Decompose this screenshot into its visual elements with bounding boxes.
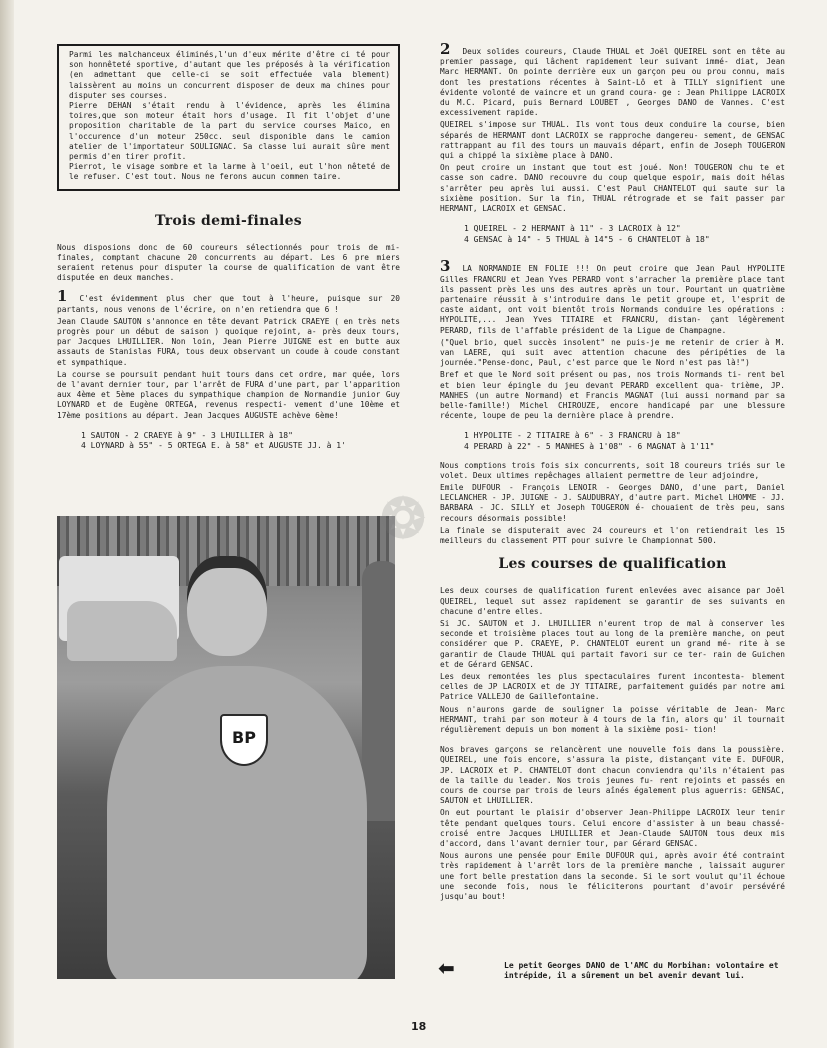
semifinal-2-number: 2 <box>440 40 451 58</box>
semifinal-3-paragraph-3: Bref et que le Nord soit présent ou pas, nos trois Normands ti- rent bel et bien leur épingle du jeu devant PERARD excellent qua- trième, JP. MANHES (un autre Normand) et Francis MAGNAT (lui aussi normand par sa belle-famille!) Michel CHIROUZE, encore handicapé par une blessure récente, loupe de peu la dernière place à prendre. <box>440 370 785 421</box>
box-paragraph-2: Pierre DEHAN s'était rendu à l'évidence, après les élimina toires,que son moteur était hors d'usage. Il fit l'objet d'une proposition charitable de la part du service courses Maico, en l'occurence d'un moteur 250cc. seul disponible dans le camion atelier de l'importateur SOULIGNAC. Sa classe lui aurait sûre ment permis d'en tirer profit. <box>69 101 390 162</box>
semifinal-3-paragraph-2: ("Quel brio, quel succès insolent" ne puis-je me retenir de crier à M. van LAERE, qui suit avec attention chacune des péripéties de la journée."Pense-donc, Paul, c'est parce que le Nord n'est pas là!") <box>440 337 785 368</box>
qualification-paragraph-7: Nous aurons une pensée pour Emile DUFOUR qui, après avoir été contraint très rapidement à l'arrêt lors de la première manche , laissait augurer une fort belle prestation dans la seconde. Si le sort voulut qu'il échoue une seconde fois, nous le féliciterons pourtant d'avoir persévéré jusqu'au bout! <box>440 851 785 901</box>
qualification-paragraph-1: Les deux courses de qualification furent enlevées avec aisance par Joël QUEIREL, lequel sut assez rapidement se garantir de ses suivants en chacune d'entre elles. <box>440 586 785 616</box>
qualification-paragraph-2: Si JC. SAUTON et J. LHUILLIER n'eurent trop de mal à conserver les seconde et troisième places tout au long de la première manche, on peut considérer que P. CRAEYE, P. CHANTELOT eurent un grand mé- rite à se garantir de Claude THUAL qui partait favori sur ce ter- rain de Guichen et de Gérard GENSAC. <box>440 618 785 669</box>
repechage-paragraph-2: Emile DUFOUR - François LENOIR - Georges DANO, d'une part, Daniel LECLANCHER - JP. JUIGNE - J. SAUDUBRAY, d'autre part. Michel LHOMME - JJ. BARBARA - JC. SILLY et Joseph TOUGERON é- chouaient de très peu, sans recours désormais possible! <box>440 483 785 523</box>
semifinal-2-paragraph-1: 2 Deux solides coureurs, Claude THUAL et Joël QUEIREL sont en tête au premier passage, qui lâchent rapidement leur suivant immé- diat, Jean Marc HERMANT. On pointe derrière eux un garçon peu ou prou connu, mais dont les prestations récentes à Saint-Lô et à TILLY signifient une évidente volonté de vaincre et un grand coura- ge : Jean Philippe LACROIX du M.C. Picard, puis Bernard LOUBET , Georges DANO de Vannes. C'est excessivement rapide. <box>440 40 785 118</box>
qualification-paragraph-3: Les deux remontées les plus spectaculaires furent incontesta- blement celles de JP LACROIX et de JY TITAIRE, parfaitement guidés par notre ami Patrice VALLEJO de Gaillefontaine. <box>440 671 785 702</box>
arrow-left-icon: ⬅ <box>438 956 455 980</box>
semifinals-intro: Nous disposions donc de 60 coureurs sélectionnés pour trois de mi-finales, comptant chacune 20 concurrents au départ. Les 6 pre miers seraient retenus pour disputer la course de qualification de vant être disputée en deux manches. <box>57 242 400 283</box>
page-edge <box>0 0 14 1048</box>
page-number: 18 <box>411 1020 427 1033</box>
photo-bystander <box>362 561 395 821</box>
repechage-paragraph-1: Nous comptions trois fois six concurrents, soit 18 coureurs triés sur le volet. Deux ultimes repêchages allaient permettre de leur adjoindre, <box>440 460 785 480</box>
semifinal-2-paragraph-2: QUEIREL s'impose sur THUAL. Ils vont tous deux conduire la course, bien séparés de HERMANT dont LACROIX se rapproche dangereu- sement, de GENSAC rattrappant au fil des tours un mauvais départ, enfin de Joseph TOUGERON qui a chippé la sixième place à DANO. <box>440 120 785 161</box>
semifinal-3-paragraph-1: 3 LA NORMANDIE EN FOLIE !!! On peut croire que Jean Paul HYPOLITE Gilles FRANCRU et Jean Yves PERARD vont s'arracher la première place tant ils passent près les uns des autres après un tour. Pourtant un quatrième partenaire réussit à s'introduire dans le petit groupe et, l'esprit de caste aidant, ont voit bientôt trois Normands conduire les opérations : HYPOLITE,... Jean Yves TITAIRE et FRANCRU, distan- çant légèrement PERARD, fils de l'affable président de la Ligue de Champagne. <box>440 257 785 335</box>
photo-rider-torso <box>107 666 367 979</box>
photo-rider-head <box>187 556 267 656</box>
bp-logo: BP <box>220 714 268 766</box>
repechage-paragraph-3: La finale se disputerait avec 24 coureurs et l'on retiendrait les 15 meilleurs du classement PTT pour suivre le Championnat 500. <box>440 525 785 546</box>
box-paragraph-3: Pierrot, le visage sombre et la larme à l'oeil, eut l'hon nêteté de le refuser. C'est tout. Nous ne ferons aucun commen taire. <box>69 162 390 182</box>
semifinal-2-results-line-2: 4 GENSAC à 14" - 5 THUAL à 14"5 - 6 CHANTELOT à 18" <box>464 234 710 244</box>
semifinals-heading: Trois demi-finales <box>155 212 302 229</box>
right-column <box>440 40 785 904</box>
qualification-paragraph-6: On eut pourtant le plaisir d'observer Jean-Philippe LACROIX leur tenir tête pendant quelques tours. Celui encore d'assister à un beau chassé-croisé entre Jacques LHUILLIER et Jean-Claude SAUTON tous deux mis d'accord, dans l'avant dernier tour, par Gérard GENSAC. <box>440 808 785 848</box>
semifinal-1-paragraph-2: Jean Claude SAUTON s'annonce en tête devant Patrick CRAEYE ( en très nets progrès pour un début de saison ) quoique rejoint, a- près deux tours, par Jacques LHUILLIER. Non loin, Jean Pierre JUIGNE est en butte aux assauts de Stanislas FURA, tous deux observant un coude à coude constant et sympathique. <box>57 316 400 367</box>
watermark: ❂ <box>380 486 426 550</box>
qualification-heading: Les courses de qualification <box>498 556 727 573</box>
photo-car <box>67 601 177 661</box>
semifinal-3-results-line-2: 4 PERARD à 22" - 5 MANHES à 1'08" - 6 MAGNAT à 1'11" <box>464 442 715 452</box>
semifinal-2-results-line-1: 1 QUEIREL - 2 HERMANT à 11" - 3 LACROIX à 12" <box>464 224 681 234</box>
semifinal-1-results-line-1: 1 SAUTON - 2 CRAEYE à 9" - 3 LHUILLIER à 18" <box>81 430 293 440</box>
semifinal-1-results-line-2: 4 LOYNARD à 55" - 5 ORTEGA E. à 58" et AUGUSTE JJ. à 1' <box>81 441 346 451</box>
box-paragraph-1: Parmi les malchanceux éliminés,l'un d'eux mérite d'être ci té pour son honnêteté sportive, d'autant que les préposés à la vérification (en admettant que celle-ci se soit effectuée vala blement) laissèrent au moins un concurrent disposer de deux ma chines pour disputer ses courses. <box>69 50 390 100</box>
semifinal-2-paragraph-3: On peut croire un instant que tout est joué. Non! TOUGERON chu te et casse son cadre. DANO recouvre du coup quelque espoir, mais doit hélas s'arrêter peu après lui aussi. C'est Paul CHANTELOT qui saute sur la sixième position. Sur la fin, THUAL rétrograde et se fait passer par HERMANT, LACROIX et GENSAC. <box>440 163 785 214</box>
left-column <box>57 44 400 452</box>
semifinal-3-number: 3 <box>440 257 451 276</box>
caption-text: Le petit Georges DANO de l'AMC du Morbihan: volontaire et intrépide, il a sûrement un bel avenir devant lui. <box>504 961 779 981</box>
dehan-box <box>57 44 400 191</box>
semifinal-1-paragraph-1: 1 C'est évidemment plus cher que tout à l'heure, puisque sur 20 partants, nous venons de l'écrire, on n'en retiendra que 6 ! <box>57 287 400 314</box>
qualification-paragraph-4: Nous n'aurons garde de souligner la poisse véritable de Jean- Marc HERMANT, trahi par son moteur à 4 tours de la fin, alors qu' il tournait régulièrement depuis un bon moment à la sixième posi- tion! <box>440 704 785 734</box>
semifinal-1-paragraph-3: La course se poursuit pendant huit tours dans cet ordre, mar quée, lors de l'avant dernier tour, par l'arrêt de FURA d'une part, par l'apparition aux 4ème et 5ème places du sympathique champion de Normandie junior Guy LOYNARD et de Eugène ORTEGA, revenus respecti- vement d'une 10ème et 17ème positions au départ. Jean Jacques AUGUSTE achève 6ème! <box>57 369 400 420</box>
qualification-paragraph-5: Nos braves garçons se relancèrent une nouvelle fois dans la poussière. QUEIREL, une fois encore, s'assura la piste, distançant vite E. DUFOUR, JP. LACROIX et P. CHANTELOT dont chacun conviendra qu'ils n'étaient pas de la taille du leader. Nos trois jeunes fu- rent rejoints et passés en cours de course par trois de leurs aînés également plus aguerris: GENSAC, SAUTON et LHUILLIER. <box>440 745 785 806</box>
semifinal-3-results-line-1: 1 HYPOLITE - 2 TITAIRE à 6" - 3 FRANCRU à 18" <box>464 431 681 441</box>
semifinal-1-number: 1 <box>57 287 68 306</box>
rider-photo <box>57 516 395 979</box>
